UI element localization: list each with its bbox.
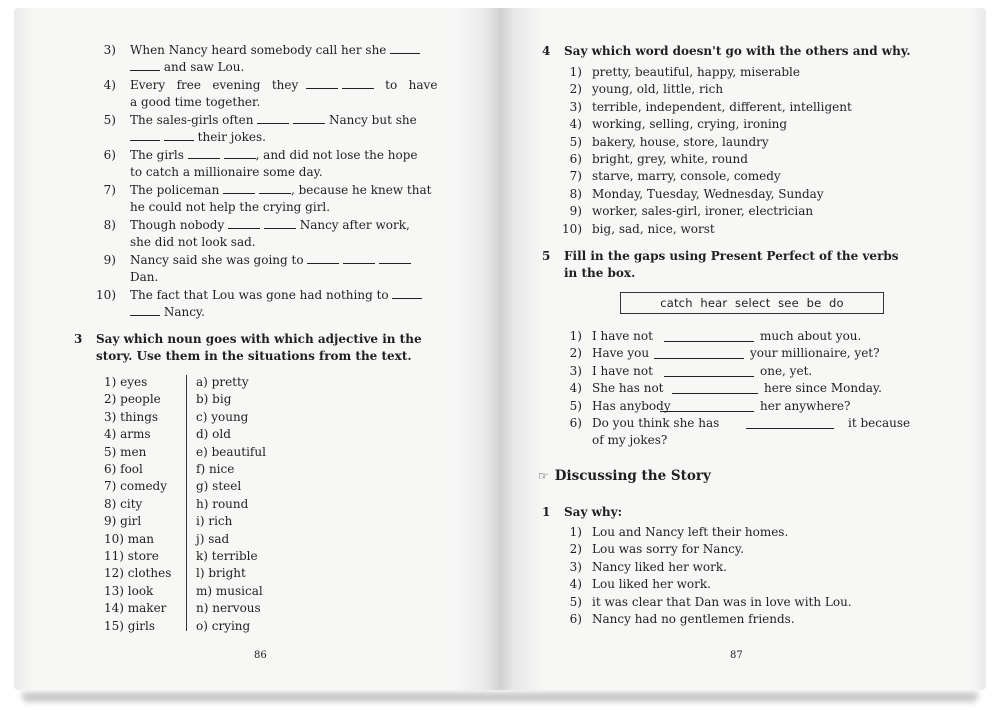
- adjective-item: a) pretty: [196, 375, 249, 389]
- item-number: 7): [103, 183, 116, 197]
- item-number: 2): [569, 542, 582, 557]
- item-number: 6): [569, 612, 582, 626]
- item-number: 1): [569, 329, 582, 343]
- item-line: Dan.: [130, 270, 159, 285]
- item-number: 8): [569, 186, 582, 201]
- answer-blank[interactable]: [660, 400, 754, 412]
- item-line: The sales-girls often Nancy but she: [130, 113, 417, 127]
- book-shadow: [22, 692, 978, 702]
- item-line: The girls , and did not lose the hope: [130, 148, 418, 162]
- fill-item-continued: of my jokes?: [592, 433, 668, 448]
- item-number: 10): [562, 221, 582, 236]
- column-divider: [186, 375, 187, 631]
- item-line: Though nobody Nancy after work,: [130, 218, 410, 232]
- item-number: 2): [569, 346, 582, 361]
- item-text: big, sad, nice, worst: [592, 221, 715, 236]
- answer-blank[interactable]: [664, 330, 754, 342]
- adjective-item: j) sad: [196, 531, 230, 546]
- exercise-title-line: Say which noun goes with which adjective in the: [96, 332, 422, 346]
- noun-item: 10) man: [104, 531, 155, 546]
- item-text: bakery, house, store, laundry: [592, 134, 769, 149]
- item-number: 9): [569, 204, 582, 219]
- adjective-item: n) nervous: [196, 601, 261, 616]
- answer-blank[interactable]: [654, 347, 744, 359]
- item-text: starve, marry, console, comedy: [592, 169, 781, 184]
- item-number: 4): [569, 577, 582, 592]
- verb-box: catch hear select see be do: [620, 292, 884, 314]
- item-text: Lou was sorry for Nancy.: [592, 542, 744, 557]
- exercise-title-line: Fill in the gaps using Present Perfect of the verbs: [564, 249, 899, 263]
- noun-item: 7) comedy: [104, 479, 168, 494]
- item-number: 3): [569, 363, 582, 378]
- item-text: Monday, Tuesday, Wednesday, Sunday: [592, 186, 824, 201]
- item-line: a good time together.: [130, 95, 261, 110]
- answer-blank[interactable]: [746, 417, 834, 429]
- exercise-title-line: story. Use them in the situations from the text.: [96, 349, 412, 364]
- right-page: [500, 8, 986, 690]
- adjective-item: g) steel: [196, 479, 242, 494]
- item-number: 1): [569, 65, 582, 79]
- item-number: 3): [569, 559, 582, 574]
- exercise-title: Say why:: [564, 505, 623, 519]
- item-number: 4): [569, 117, 582, 132]
- noun-item: 9) girl: [104, 514, 142, 529]
- item-number: 5): [569, 398, 582, 413]
- item-text: pretty, beautiful, happy, miserable: [592, 65, 800, 79]
- adjective-item: d) old: [196, 427, 231, 442]
- adjective-item: k) terrible: [196, 549, 258, 563]
- item-number: 7): [569, 169, 582, 184]
- item-text: worker, sales-girl, ironer, electrician: [592, 204, 814, 219]
- item-number: 10): [96, 288, 116, 302]
- item-text-before: I have not: [592, 363, 653, 378]
- exercise-number: 4: [542, 44, 551, 58]
- item-text: Nancy liked her work.: [592, 559, 727, 574]
- item-number: 6): [103, 148, 116, 162]
- item-number: 2): [569, 82, 582, 97]
- open-book: [14, 8, 986, 696]
- item-text: working, selling, crying, ironing: [592, 117, 788, 132]
- adjective-item: e) beautiful: [196, 444, 266, 459]
- item-text-after: it because: [848, 416, 911, 430]
- item-line: Every free evening they to have: [130, 78, 438, 92]
- item-line: and saw Lou.: [130, 59, 244, 76]
- noun-item: 4) arms: [104, 427, 151, 442]
- adjective-item: b) big: [196, 392, 232, 407]
- page-number: 86: [254, 650, 267, 661]
- item-number: 6): [569, 152, 582, 166]
- exercise-number: 3: [74, 332, 83, 346]
- noun-item: 2) people: [104, 392, 161, 407]
- section-heading: [538, 468, 711, 484]
- hand-icon: ☞: [538, 469, 549, 483]
- answer-blank[interactable]: [672, 382, 758, 394]
- answer-blank[interactable]: [664, 365, 754, 377]
- item-number: 5): [569, 594, 582, 609]
- item-line: The policeman , because he knew that: [130, 183, 432, 197]
- left-page: [14, 8, 500, 690]
- item-text-before: She has not: [592, 381, 664, 396]
- item-text-before: Have you: [592, 346, 650, 361]
- item-line: he could not help the crying girl.: [130, 200, 331, 215]
- noun-item: 5) men: [104, 444, 147, 459]
- item-text: terrible, independent, different, intelligent: [592, 99, 852, 114]
- item-line: The fact that Lou was gone had nothing to: [130, 287, 422, 304]
- noun-item: 1) eyes: [104, 375, 148, 389]
- adjective-item: h) round: [196, 496, 249, 511]
- item-number: 5): [569, 134, 582, 149]
- adjective-item: m) musical: [196, 583, 263, 598]
- exercise-number: 1: [542, 505, 551, 519]
- item-line: Nancy said she was going to: [130, 252, 411, 269]
- item-text-after: one, yet.: [760, 363, 813, 378]
- noun-item: 3) things: [104, 409, 159, 424]
- noun-item: 13) look: [104, 583, 154, 598]
- adjective-item: l) bright: [196, 566, 246, 581]
- item-number: 4): [569, 381, 582, 396]
- noun-item: 14) maker: [104, 601, 167, 616]
- item-text-after: much about you.: [760, 329, 862, 343]
- exercise-title-line: in the box.: [564, 266, 636, 281]
- item-text-before: Has anybody: [592, 398, 671, 413]
- item-text: young, old, little, rich: [592, 82, 724, 97]
- item-line: their jokes.: [130, 129, 266, 146]
- page-number: 87: [730, 650, 743, 661]
- item-line: When Nancy heard somebody call her she: [130, 42, 420, 59]
- item-text-after: here since Monday.: [764, 381, 882, 396]
- item-text: bright, grey, white, round: [592, 152, 748, 166]
- adjective-item: i) rich: [196, 514, 233, 529]
- item-text-before: I have not: [592, 329, 653, 343]
- item-text-before: Do you think she has: [592, 416, 720, 430]
- exercise-title: Say which word doesn't go with the others and why.: [564, 44, 911, 58]
- item-number: 4): [103, 78, 116, 92]
- item-number: 1): [569, 525, 582, 539]
- noun-item: 15) girls: [104, 618, 156, 633]
- noun-item: 12) clothes: [104, 566, 172, 581]
- adjective-item: o) crying: [196, 618, 251, 633]
- item-number: 5): [103, 113, 116, 127]
- item-text: Lou and Nancy left their homes.: [592, 525, 789, 539]
- item-text-after: her anywhere?: [760, 398, 851, 413]
- item-line: she did not look sad.: [130, 235, 256, 250]
- item-number: 6): [569, 416, 582, 430]
- item-line: Nancy.: [130, 304, 205, 321]
- item-number: 9): [103, 253, 116, 267]
- item-text: it was clear that Dan was in love with Lou.: [592, 594, 852, 609]
- adjective-item: c) young: [196, 409, 249, 424]
- item-text: Nancy had no gentlemen friends.: [592, 612, 795, 626]
- noun-item: 8) city: [104, 496, 143, 511]
- item-number: 3): [569, 99, 582, 114]
- noun-item: 6) fool: [104, 462, 143, 476]
- item-number: 8): [103, 218, 116, 232]
- section-title: Discussing the Story: [554, 468, 711, 484]
- item-text: Lou liked her work.: [592, 577, 711, 592]
- exercise-number: 5: [542, 249, 551, 263]
- item-number: 3): [103, 43, 116, 57]
- noun-item: 11) store: [104, 549, 159, 563]
- adjective-item: f) nice: [196, 462, 235, 476]
- item-text-after: your millionaire, yet?: [750, 346, 880, 361]
- item-line: to catch a millionaire some day.: [130, 165, 323, 180]
